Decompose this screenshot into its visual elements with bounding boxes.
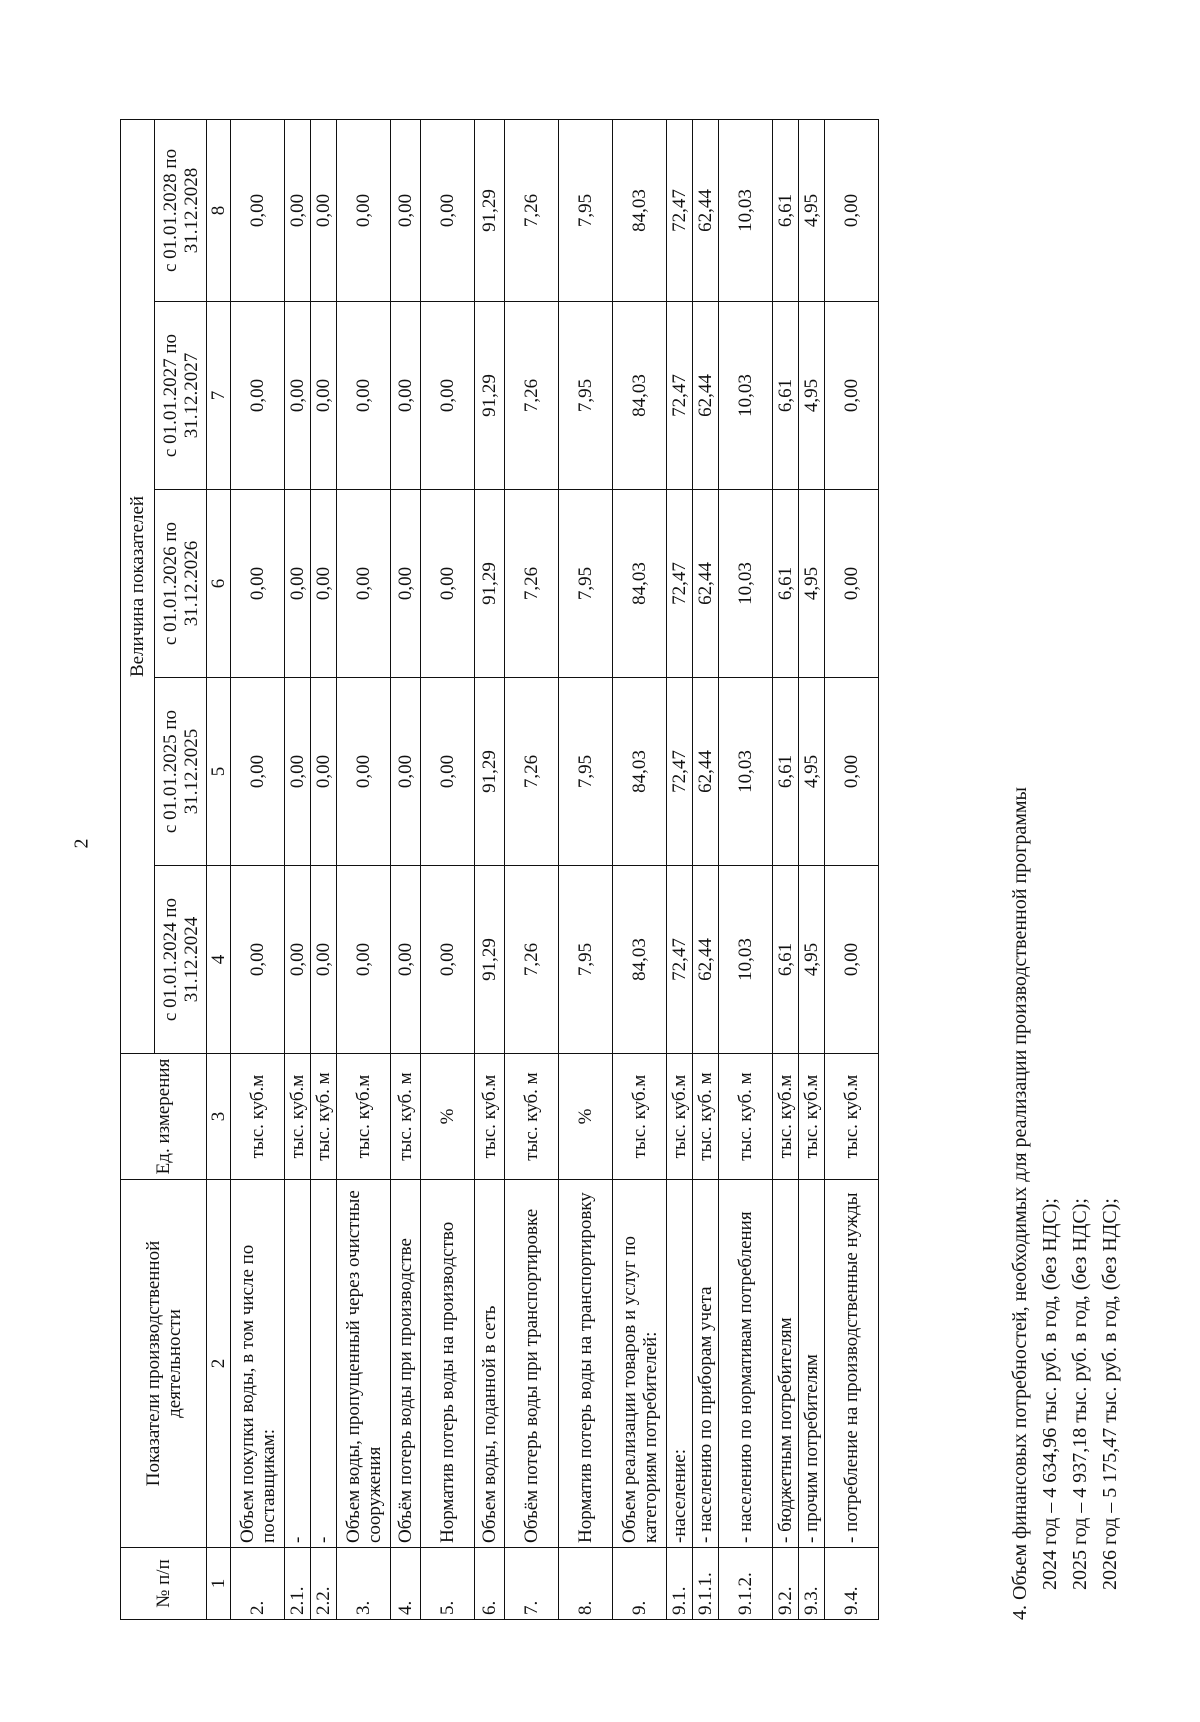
value-cell: 0,00	[825, 490, 879, 678]
value-cell: 7,26	[505, 866, 559, 1054]
unit-cell: тыс. куб. м	[719, 1054, 773, 1180]
value-cell: 84,03	[613, 490, 667, 678]
value-cell: 0,00	[421, 119, 475, 301]
unit-cell: тыс. куб. м	[505, 1054, 559, 1180]
indicator-name-cell: - населению по приборам учета	[693, 1180, 719, 1548]
unit-cell: %	[559, 1054, 613, 1180]
unit-cell: тыс. куб.м	[773, 1054, 799, 1180]
row-number-cell: 9.1.2.	[719, 1548, 773, 1620]
header-num: № п/п	[121, 1548, 207, 1620]
value-cell: 6,61	[773, 302, 799, 490]
value-cell: 0,00	[825, 119, 879, 301]
row-number-cell: 3.	[337, 1548, 391, 1620]
value-cell: 0,00	[311, 302, 337, 490]
header-column-number: 7	[207, 302, 231, 490]
unit-cell: тыс. куб. м	[311, 1054, 337, 1180]
row-number-cell: 9.1.1.	[693, 1548, 719, 1620]
indicator-name-cell: Объем реализации товаров и услуг по категориям потребителей:	[613, 1180, 667, 1548]
value-cell: 0,00	[311, 119, 337, 301]
value-cell: 7,95	[559, 866, 613, 1054]
table-row	[475, 119, 505, 1619]
value-cell: 0,00	[231, 302, 285, 490]
row-number-cell: 2.	[231, 1548, 285, 1620]
value-cell: 0,00	[421, 490, 475, 678]
unit-cell: тыс. куб.м	[667, 1054, 693, 1180]
row-number-cell: 2.2.	[311, 1548, 337, 1620]
header-column-number: 6	[207, 490, 231, 678]
value-cell: 0,00	[337, 678, 391, 866]
unit-cell: тыс. куб.м	[337, 1054, 391, 1180]
value-cell: 0,00	[421, 302, 475, 490]
header-column-number: 5	[207, 678, 231, 866]
value-cell: 0,00	[391, 866, 421, 1054]
row-number-cell: 9.	[613, 1548, 667, 1620]
value-cell: 0,00	[231, 490, 285, 678]
value-cell: 91,29	[475, 490, 505, 678]
financial-needs-section	[1005, 120, 1125, 1620]
row-number-cell: 2.1.	[285, 1548, 311, 1620]
header-period: с 01.01.2027 по 31.12.2027	[155, 302, 207, 490]
value-cell: 72,47	[667, 490, 693, 678]
indicator-name-cell: Объем воды, пропущенный через очистные сооружения	[337, 1180, 391, 1548]
table-row	[311, 119, 337, 1619]
value-cell: 6,61	[773, 119, 799, 301]
value-cell: 72,47	[667, 866, 693, 1054]
value-cell: 0,00	[311, 866, 337, 1054]
row-number-cell: 8.	[559, 1548, 613, 1620]
financial-needs-line: 2025 год – 4 937,18 тыс. руб. в год, (без НДС);	[1069, 1198, 1091, 1590]
header-period: с 01.01.2024 по 31.12.2024	[155, 866, 207, 1054]
value-cell: 10,03	[719, 678, 773, 866]
value-cell: 72,47	[667, 302, 693, 490]
value-cell: 0,00	[285, 866, 311, 1054]
value-cell: 0,00	[285, 302, 311, 490]
indicator-name-cell: -население:	[667, 1180, 693, 1548]
value-cell: 4,95	[799, 866, 825, 1054]
table-row	[505, 119, 559, 1619]
value-cell: 7,95	[559, 490, 613, 678]
indicator-name-cell: - прочим потребителям	[799, 1180, 825, 1548]
header-unit: Ед. измерения	[121, 1054, 207, 1180]
value-cell: 0,00	[391, 302, 421, 490]
indicator-name-cell: -	[285, 1180, 311, 1548]
value-cell: 62,44	[693, 302, 719, 490]
indicator-name-cell: - бюджетным потребителям	[773, 1180, 799, 1548]
value-cell: 0,00	[337, 119, 391, 301]
unit-cell: тыс. куб.м	[613, 1054, 667, 1180]
value-cell: 0,00	[391, 678, 421, 866]
indicator-name-cell: -	[311, 1180, 337, 1548]
value-cell: 0,00	[421, 678, 475, 866]
value-cell: 6,61	[773, 866, 799, 1054]
unit-cell: тыс. куб.м	[799, 1054, 825, 1180]
value-cell: 91,29	[475, 866, 505, 1054]
value-cell: 84,03	[613, 302, 667, 490]
row-number-cell: 9.1.	[667, 1548, 693, 1620]
value-cell: 0,00	[825, 866, 879, 1054]
value-cell: 10,03	[719, 302, 773, 490]
value-cell: 0,00	[285, 678, 311, 866]
value-cell: 0,00	[391, 490, 421, 678]
header-value-group: Величина показателей	[121, 119, 155, 1053]
row-number-cell: 9.2.	[773, 1548, 799, 1620]
value-cell: 91,29	[475, 302, 505, 490]
value-cell: 0,00	[285, 119, 311, 301]
indicator-name-cell: Объем воды, поданной в сеть	[475, 1180, 505, 1548]
row-number-cell: 9.4.	[825, 1548, 879, 1620]
unit-cell: тыс. куб.м	[231, 1054, 285, 1180]
table-row	[285, 119, 311, 1619]
value-cell: 7,26	[505, 678, 559, 866]
indicator-name-cell: - населению по нормативам потребления	[719, 1180, 773, 1548]
indicator-name-cell: Объём потерь воды при производстве	[391, 1180, 421, 1548]
indicator-name-cell: Объем покупки воды, в том числе по поставщикам:	[231, 1180, 285, 1548]
value-cell: 10,03	[719, 119, 773, 301]
indicator-name-cell: Объём потерь воды при транспортировке	[505, 1180, 559, 1548]
value-cell: 7,95	[559, 302, 613, 490]
indicator-name-cell: Норматив потерь воды на производство	[421, 1180, 475, 1548]
financial-needs-line: 2024 год – 4 634,96 тыс. руб. в год, (без НДС);	[1039, 1198, 1061, 1590]
value-cell: 0,00	[311, 678, 337, 866]
value-cell: 0,00	[231, 678, 285, 866]
value-cell: 62,44	[693, 119, 719, 301]
value-cell: 7,26	[505, 490, 559, 678]
value-cell: 4,95	[799, 119, 825, 301]
table-row	[559, 119, 613, 1619]
table-row	[693, 119, 719, 1619]
value-cell: 72,47	[667, 119, 693, 301]
unit-cell: тыс. куб.м	[825, 1054, 879, 1180]
unit-cell: тыс. куб.м	[285, 1054, 311, 1180]
indicator-name-cell: Норматив потерь воды на транспортировку	[559, 1180, 613, 1548]
value-cell: 0,00	[391, 119, 421, 301]
value-cell: 72,47	[667, 678, 693, 866]
value-cell: 10,03	[719, 490, 773, 678]
table-row	[825, 119, 879, 1619]
header-indicator: Показатели производственной деятельности	[121, 1180, 207, 1548]
value-cell: 4,95	[799, 678, 825, 866]
value-cell: 0,00	[337, 490, 391, 678]
value-cell: 62,44	[693, 490, 719, 678]
unit-cell: тыс. куб. м	[693, 1054, 719, 1180]
value-cell: 10,03	[719, 866, 773, 1054]
table-row	[231, 119, 285, 1619]
value-cell: 0,00	[337, 302, 391, 490]
value-cell: 0,00	[337, 866, 391, 1054]
row-number-cell: 6.	[475, 1548, 505, 1620]
table-row	[799, 119, 825, 1619]
value-cell: 84,03	[613, 678, 667, 866]
header-column-number: 4	[207, 866, 231, 1054]
header-column-number: 2	[207, 1180, 231, 1548]
value-cell: 62,44	[693, 678, 719, 866]
value-cell: 6,61	[773, 678, 799, 866]
value-cell: 7,95	[559, 119, 613, 301]
unit-cell: тыс. куб. м	[391, 1054, 421, 1180]
value-cell: 7,95	[559, 678, 613, 866]
value-cell: 0,00	[285, 490, 311, 678]
unit-cell: тыс. куб.м	[475, 1054, 505, 1180]
financial-needs-heading: 4. Объем финансовых потребностей, необходимых для реализации производственной программы	[1009, 787, 1031, 1620]
value-cell: 4,95	[799, 302, 825, 490]
unit-cell: %	[421, 1054, 475, 1180]
header-period: с 01.01.2028 по 31.12.2028	[155, 119, 207, 301]
value-cell: 7,26	[505, 302, 559, 490]
table-row	[421, 119, 475, 1619]
table-row	[773, 119, 799, 1619]
header-period: с 01.01.2026 по 31.12.2026	[155, 490, 207, 678]
value-cell: 0,00	[421, 866, 475, 1054]
table-row	[667, 119, 693, 1619]
production-indicators-table	[120, 119, 879, 1620]
table-row	[719, 119, 773, 1619]
value-cell: 62,44	[693, 866, 719, 1054]
value-cell: 91,29	[475, 678, 505, 866]
page-number: 2	[70, 838, 93, 849]
value-cell: 0,00	[231, 119, 285, 301]
header-period: с 01.01.2025 по 31.12.2025	[155, 678, 207, 866]
row-number-cell: 5.	[421, 1548, 475, 1620]
value-cell: 84,03	[613, 119, 667, 301]
rotated-page-content	[120, 120, 1180, 1620]
row-number-cell: 7.	[505, 1548, 559, 1620]
header-column-number: 3	[207, 1054, 231, 1180]
value-cell: 84,03	[613, 866, 667, 1054]
row-number-cell: 4.	[391, 1548, 421, 1620]
value-cell: 7,26	[505, 119, 559, 301]
value-cell: 0,00	[825, 678, 879, 866]
row-number-cell: 9.3.	[799, 1548, 825, 1620]
header-column-number: 8	[207, 119, 231, 301]
value-cell: 4,95	[799, 490, 825, 678]
header-column-number: 1	[207, 1548, 231, 1620]
value-cell: 6,61	[773, 490, 799, 678]
financial-needs-line: 2026 год – 5 175,47 тыс. руб. в год, (без НДС);	[1099, 1198, 1121, 1590]
table-row	[337, 119, 391, 1619]
value-cell: 91,29	[475, 119, 505, 301]
value-cell: 0,00	[825, 302, 879, 490]
table-row	[613, 119, 667, 1619]
value-cell: 0,00	[231, 866, 285, 1054]
table-row	[391, 119, 421, 1619]
indicator-name-cell: - потребление на производственные нужды	[825, 1180, 879, 1548]
value-cell: 0,00	[311, 490, 337, 678]
